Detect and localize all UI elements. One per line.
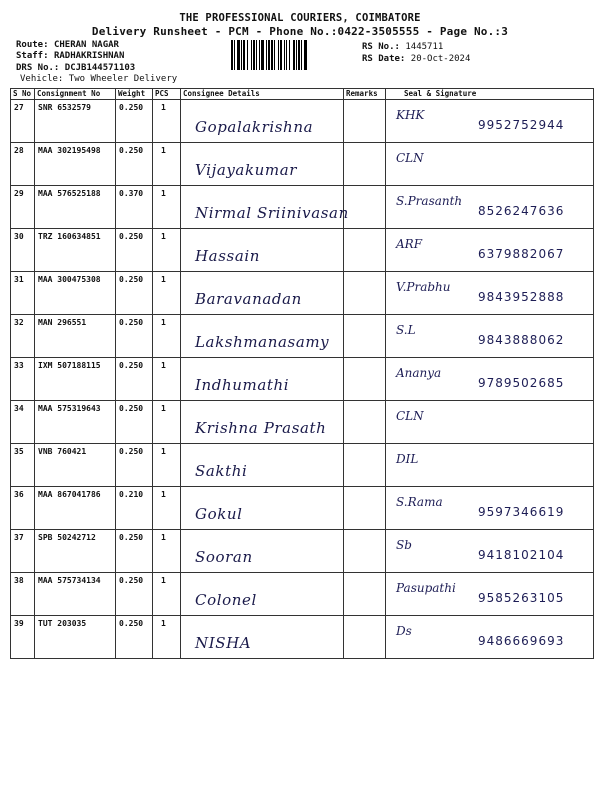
cell-consignment: SNR 6532579 bbox=[35, 100, 116, 143]
cell-sno: 30 bbox=[11, 229, 35, 272]
consignee-handwriting: Gokul bbox=[195, 505, 243, 523]
vehicle-label: Vehicle: bbox=[20, 74, 64, 84]
staff-line bbox=[16, 51, 124, 61]
cell-pcs: 1 bbox=[153, 530, 181, 573]
cell-pcs: 1 bbox=[153, 186, 181, 229]
cell-sno: 32 bbox=[11, 315, 35, 358]
table-row bbox=[11, 444, 594, 487]
table-row bbox=[11, 401, 594, 444]
table-row bbox=[11, 143, 594, 186]
cell-weight: 0.250 bbox=[116, 100, 153, 143]
cell-consignee bbox=[181, 616, 344, 659]
vehicle-value: Two Wheeler Delivery bbox=[68, 74, 178, 84]
cell-sno: 28 bbox=[11, 143, 35, 186]
cell-consignee bbox=[181, 401, 344, 444]
cell-sno: 33 bbox=[11, 358, 35, 401]
cell-consignment: MAA 575319643 bbox=[35, 401, 116, 444]
consignee-handwriting: Baravanadan bbox=[195, 290, 302, 308]
cell-sno: 34 bbox=[11, 401, 35, 444]
cell-pcs: 1 bbox=[153, 100, 181, 143]
signature-handwriting: DIL bbox=[396, 452, 419, 466]
phone-handwriting: 9843952888 bbox=[478, 290, 565, 304]
cell-weight: 0.250 bbox=[116, 444, 153, 487]
rs-number-value: 1445711 bbox=[405, 42, 444, 52]
cell-weight: 0.250 bbox=[116, 358, 153, 401]
cell-consignee bbox=[181, 186, 349, 229]
cell-signature bbox=[386, 358, 594, 401]
cell-remarks bbox=[344, 100, 386, 143]
cell-pcs: 1 bbox=[153, 358, 181, 401]
signature-handwriting: Sb bbox=[396, 538, 412, 552]
runsheet-subtitle: Delivery Runsheet - PCM - Phone No.:0422-3505555 - Page No.:3 bbox=[91, 25, 509, 38]
signature-handwriting: S.Rama bbox=[396, 495, 443, 509]
drs-label: DRS No.: bbox=[16, 63, 60, 73]
phone-handwriting: 9952752944 bbox=[478, 118, 565, 132]
consignee-handwriting: Colonel bbox=[195, 591, 257, 609]
cell-remarks bbox=[344, 487, 386, 530]
col-header-weight: Weight bbox=[116, 89, 153, 100]
table-row bbox=[11, 530, 594, 573]
cell-signature bbox=[386, 315, 594, 358]
cell-sno: 39 bbox=[11, 616, 35, 659]
cell-pcs: 1 bbox=[153, 573, 181, 616]
staff-label: Staff: bbox=[16, 51, 49, 61]
cell-remarks bbox=[344, 616, 386, 659]
rs-date-value: 20-Oct-2024 bbox=[410, 54, 471, 64]
cell-pcs: 1 bbox=[153, 487, 181, 530]
consignee-handwriting: Nirmal Sriinivasan bbox=[195, 204, 349, 222]
table-row bbox=[11, 229, 594, 272]
barcode-image bbox=[231, 40, 356, 70]
cell-pcs: 1 bbox=[153, 444, 181, 487]
cell-sno: 37 bbox=[11, 530, 35, 573]
cell-pcs: 1 bbox=[153, 143, 181, 186]
cell-consignment: MAA 300475308 bbox=[35, 272, 116, 315]
consignee-handwriting: Krishna Prasath bbox=[195, 419, 327, 437]
cell-consignee bbox=[181, 444, 344, 487]
signature-handwriting: S.L bbox=[396, 323, 416, 337]
consignee-handwriting: Sakthi bbox=[195, 462, 248, 480]
cell-consignee bbox=[181, 358, 344, 401]
cell-remarks bbox=[344, 444, 386, 487]
cell-sno: 29 bbox=[11, 186, 35, 229]
cell-signature bbox=[386, 143, 594, 186]
cell-weight: 0.250 bbox=[116, 229, 153, 272]
consignee-handwriting: Sooran bbox=[195, 548, 253, 566]
table-row bbox=[11, 100, 594, 143]
consignee-handwriting: Gopalakrishna bbox=[195, 118, 314, 136]
table-row bbox=[11, 358, 594, 401]
cell-consignee bbox=[181, 272, 344, 315]
cell-signature bbox=[386, 487, 594, 530]
table-row bbox=[11, 186, 594, 229]
cell-consignment: MAA 302195498 bbox=[35, 143, 116, 186]
staff-value: RADHAKRISHNAN bbox=[53, 51, 125, 61]
cell-remarks bbox=[344, 229, 386, 272]
table-row bbox=[11, 573, 594, 616]
col-header-consignment: Consignment No bbox=[35, 89, 116, 100]
cell-weight: 0.210 bbox=[116, 487, 153, 530]
route-line bbox=[16, 40, 119, 50]
rs-date-label: RS Date: bbox=[362, 54, 406, 64]
cell-sno: 36 bbox=[11, 487, 35, 530]
consignee-handwriting: Hassain bbox=[195, 247, 261, 265]
cell-weight: 0.250 bbox=[116, 573, 153, 616]
cell-consignment: IXM 507188115 bbox=[35, 358, 116, 401]
cell-weight: 0.250 bbox=[116, 315, 153, 358]
table-row bbox=[11, 616, 594, 659]
col-header-sno: S No bbox=[11, 89, 35, 100]
signature-handwriting: CLN bbox=[396, 409, 424, 423]
cell-consignee bbox=[181, 100, 344, 143]
signature-handwriting: CLN bbox=[396, 151, 424, 165]
cell-consignee bbox=[181, 315, 344, 358]
signature-handwriting: V.Prabhu bbox=[396, 280, 451, 294]
runsheet-table bbox=[10, 88, 594, 659]
phone-handwriting: 9843888062 bbox=[478, 333, 565, 347]
cell-sno: 31 bbox=[11, 272, 35, 315]
cell-sno: 27 bbox=[11, 100, 35, 143]
cell-remarks bbox=[344, 401, 386, 444]
cell-pcs: 1 bbox=[153, 616, 181, 659]
cell-remarks bbox=[344, 272, 386, 315]
phone-handwriting: 9789502685 bbox=[478, 376, 565, 390]
table-row bbox=[11, 272, 594, 315]
consignee-handwriting: Lakshmanasamy bbox=[195, 333, 330, 351]
table-header-row bbox=[11, 89, 594, 100]
cell-consignee bbox=[181, 530, 344, 573]
table-row bbox=[11, 487, 594, 530]
col-header-signature: Seal & Signature bbox=[386, 89, 594, 100]
cell-signature bbox=[386, 401, 594, 444]
cell-signature bbox=[386, 616, 594, 659]
cell-signature bbox=[386, 444, 594, 487]
phone-handwriting: 9486669693 bbox=[478, 634, 565, 648]
signature-handwriting: S.Prasanth bbox=[396, 194, 463, 208]
col-header-remarks: Remarks bbox=[344, 89, 386, 100]
cell-consignment: TUT 203035 bbox=[35, 616, 116, 659]
runsheet-title: THE PROFESSIONAL COURIERS, COIMBATORE bbox=[179, 12, 421, 24]
rs-date-line bbox=[362, 54, 470, 64]
cell-pcs: 1 bbox=[153, 401, 181, 444]
cell-remarks bbox=[344, 530, 386, 573]
vehicle-line bbox=[20, 74, 177, 84]
cell-sno: 35 bbox=[11, 444, 35, 487]
phone-handwriting: 8526247636 bbox=[478, 204, 565, 218]
consignee-handwriting: Indhumathi bbox=[195, 376, 290, 394]
rs-number-label: RS No.: bbox=[362, 42, 400, 52]
cell-weight: 0.250 bbox=[116, 530, 153, 573]
col-header-pcs: PCS bbox=[153, 89, 181, 100]
cell-signature bbox=[386, 272, 594, 315]
cell-consignment: VNB 760421 bbox=[35, 444, 116, 487]
cell-weight: 0.370 bbox=[116, 186, 153, 229]
cell-signature bbox=[386, 530, 594, 573]
cell-remarks bbox=[344, 186, 386, 229]
cell-remarks bbox=[344, 315, 386, 358]
phone-handwriting: 9418102104 bbox=[478, 548, 565, 562]
phone-handwriting: 9597346619 bbox=[478, 505, 565, 519]
cell-pcs: 1 bbox=[153, 272, 181, 315]
cell-remarks bbox=[344, 358, 386, 401]
cell-consignment: MAA 575734134 bbox=[35, 573, 116, 616]
cell-consignment: MAA 576525188 bbox=[35, 186, 116, 229]
cell-consignment: MAN 296551 bbox=[35, 315, 116, 358]
cell-consignment: SPB 50242712 bbox=[35, 530, 116, 573]
cell-consignee bbox=[181, 229, 344, 272]
cell-pcs: 1 bbox=[153, 315, 181, 358]
signature-handwriting: KHK bbox=[396, 108, 425, 122]
cell-weight: 0.250 bbox=[116, 401, 153, 444]
cell-remarks bbox=[344, 143, 386, 186]
drs-value: DCJB144571103 bbox=[64, 63, 136, 73]
cell-signature bbox=[386, 573, 594, 616]
table-row bbox=[11, 315, 594, 358]
consignee-handwriting: NISHA bbox=[195, 634, 252, 652]
rs-number-line bbox=[362, 42, 443, 52]
signature-handwriting: Ananya bbox=[396, 366, 442, 380]
cell-weight: 0.250 bbox=[116, 143, 153, 186]
cell-signature bbox=[386, 100, 594, 143]
signature-handwriting: Ds bbox=[396, 624, 412, 638]
col-header-consignee: Consignee Details bbox=[181, 89, 344, 100]
signature-handwriting: Pasupathi bbox=[396, 581, 456, 595]
cell-weight: 0.250 bbox=[116, 616, 153, 659]
drs-line bbox=[16, 63, 135, 73]
phone-handwriting: 6379882067 bbox=[478, 247, 565, 261]
cell-consignment: MAA 867041786 bbox=[35, 487, 116, 530]
cell-signature bbox=[386, 229, 594, 272]
cell-pcs: 1 bbox=[153, 229, 181, 272]
signature-handwriting: ARF bbox=[396, 237, 423, 251]
route-label: Route: bbox=[16, 40, 49, 50]
cell-consignee bbox=[181, 573, 344, 616]
cell-sno: 38 bbox=[11, 573, 35, 616]
cell-signature bbox=[386, 186, 594, 229]
cell-remarks bbox=[344, 573, 386, 616]
cell-consignee bbox=[181, 487, 344, 530]
cell-weight: 0.250 bbox=[116, 272, 153, 315]
cell-consignee bbox=[181, 143, 344, 186]
route-value: CHERAN NAGAR bbox=[53, 40, 119, 50]
cell-consignment: TRZ 160634851 bbox=[35, 229, 116, 272]
consignee-handwriting: Vijayakumar bbox=[195, 161, 298, 179]
phone-handwriting: 9585263105 bbox=[478, 591, 565, 605]
